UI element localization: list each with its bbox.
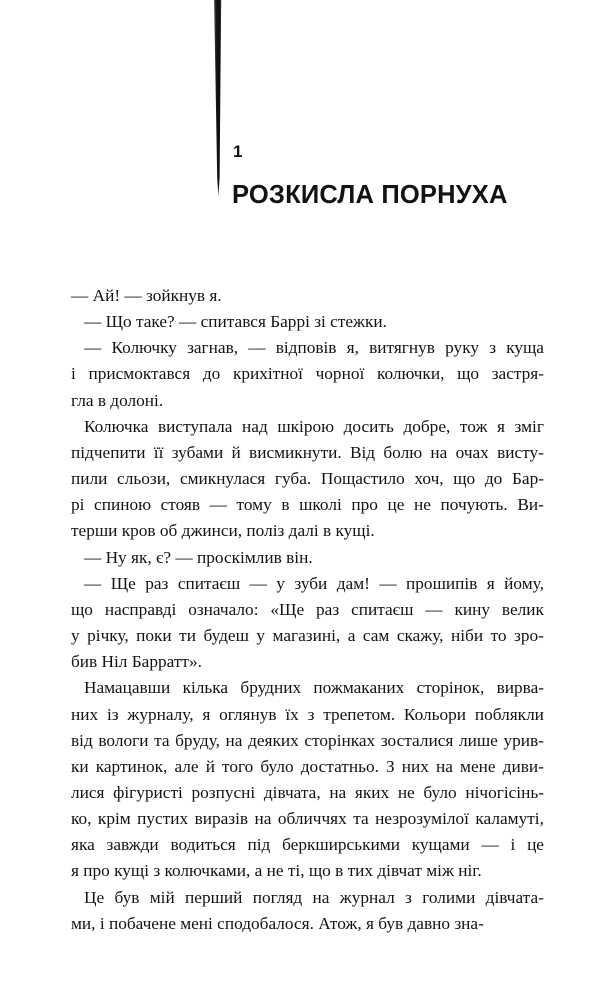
text-line: гла в долоні. <box>71 390 164 410</box>
text-line: і присмоктався до крихітної чорної колючки, що застря- <box>71 364 544 384</box>
text-line: яка завжди водиться під беркширськими кущами — і це <box>71 835 544 855</box>
text-line: ки картинок, але й того було достатньо. З них на мене диви- <box>71 756 544 776</box>
text-line: них із журналу, я оглянув їх з трепетом. Кольори поблякли <box>71 704 544 724</box>
text-line: — Ну як, є? — проскімлив він. <box>71 547 313 567</box>
text-line: пили сльози, смикнулася губа. Пощастило хоч, що до Бар- <box>71 469 544 489</box>
text-line: від вологи та бруду, на деяких сторінках зосталися лише урив- <box>71 730 544 750</box>
paragraph <box>71 571 544 676</box>
chapter-number: 1 <box>233 142 243 161</box>
text-line: Це був мій перший погляд на журнал з голими дівчата- <box>71 887 544 907</box>
text-line: — Що таке? — спитався Баррі зі стежки. <box>71 312 387 332</box>
paragraph <box>71 335 544 413</box>
text-line: рі спиною стояв — тому в школі про це не почують. Ви- <box>71 495 544 515</box>
text-line: підчепити її зубами й висмикнути. Від болю на очах висту- <box>71 442 544 462</box>
text-line: бив Ніл Барратт». <box>71 652 202 672</box>
text-line: ми, і побачене мені сподобалося. Атож, я був давно зна- <box>71 913 484 933</box>
text-line: — Колючку загнав, — відповів я, витягнув руку з куща <box>71 338 544 358</box>
paragraph <box>71 283 544 309</box>
text-line: терши кров об джинси, поліз далі в кущі. <box>71 521 375 541</box>
paragraph <box>71 309 544 335</box>
text-line: ко, крім пустих виразів на обличчях та незрозумілої каламуті, <box>71 809 544 829</box>
chapter-title: РОЗКИСЛА ПОРНУХА <box>232 181 508 210</box>
text-line: — Ще раз спитаєш — у зуби дам! — прошипів я йому, <box>71 573 544 593</box>
text-line: Намацавши кілька брудних пожмаканих сторінок, вирва- <box>71 678 544 698</box>
tapered-vertical-rule-icon <box>213 0 223 196</box>
chapter-header <box>0 0 600 210</box>
body-text <box>71 283 544 937</box>
text-line: я про кущі з колючками, а не ті, що в тих дівчат між ніг. <box>71 861 482 881</box>
paragraph <box>71 414 544 545</box>
text-line: — Ай! — зойкнув я. <box>71 286 222 305</box>
text-line: лися фігуристі розпусні дівчата, на яких не було нічогісінь- <box>71 782 544 802</box>
paragraph <box>71 885 544 937</box>
paragraph <box>71 545 544 571</box>
text-line: у річку, поки ти будеш у магазині, а сам скажу, ніби то зро- <box>71 626 544 646</box>
paragraph <box>71 675 544 884</box>
text-line: Колючка виступала над шкірою досить добре, тож я зміг <box>71 416 544 436</box>
text-line: що насправді означало: «Ще раз спитаєш — кину велик <box>71 599 544 619</box>
